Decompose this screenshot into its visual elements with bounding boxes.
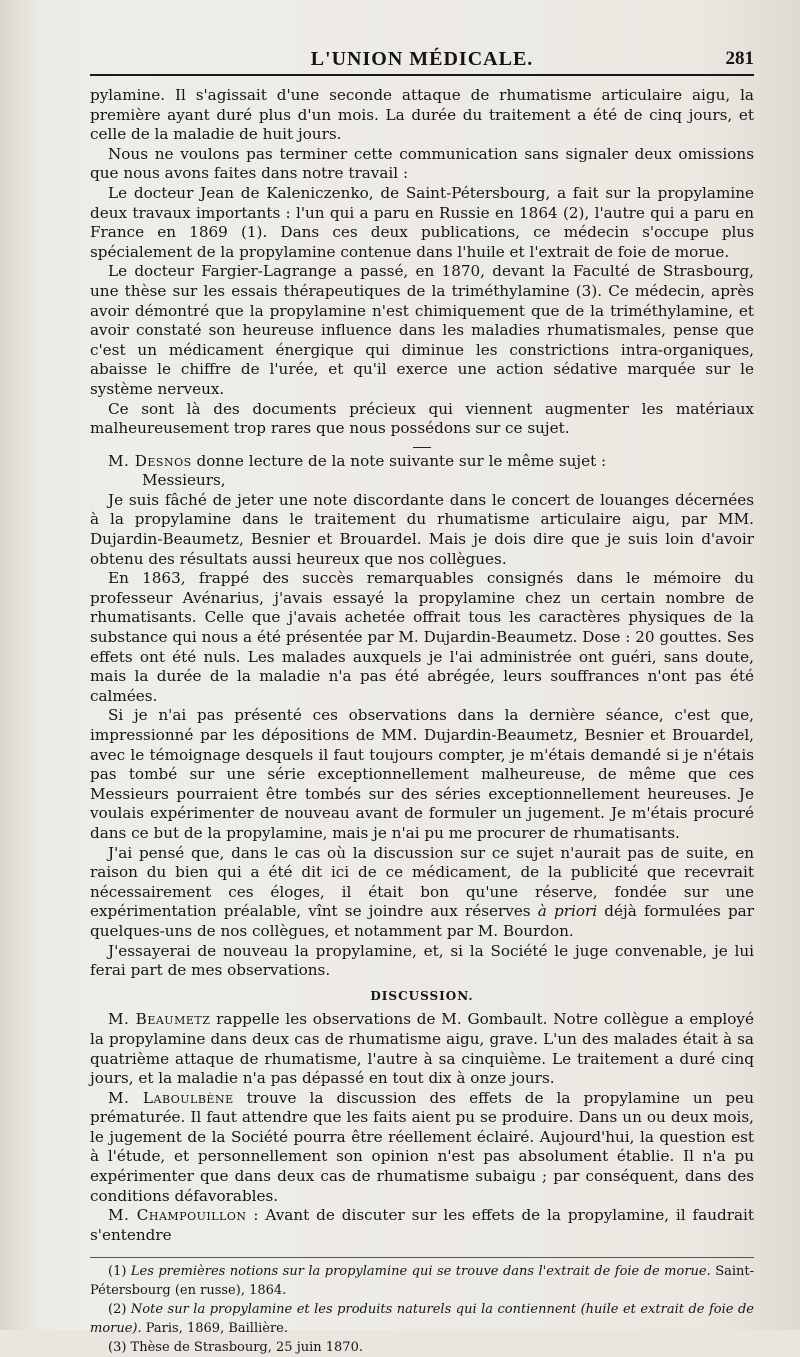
footnote-mark: (2) [108,1302,131,1318]
italic-phrase: à priori [537,902,598,921]
footnote [90,1300,754,1338]
salutation: Messieurs, [142,471,226,490]
paragraph: Le docteur Fargier-Lagrange a passé, en 1870, devant la Faculté de Strasbourg, une thèse sur les essais thérapeutiques de la triméthylamine (3). Ce médecin, après avoir démontré que la propylamine n'est chimiquement que de la triméthylamine, et avoir constaté son heureuse influence dans les maladies rhumatismales, pense que c'est un médicament énergique qui diminue les constrictions intra-organiques, abaisse le chiffre de l'urée, et qu'il exerce une action sédative marquée sur le système nerveux. [90,262,754,398]
desnos-intro [90,452,754,472]
footnote-mark: (3) [108,1340,131,1356]
footnote [90,1338,754,1357]
footnotes [90,1257,754,1357]
entry-text: rappelle les observations de M. Gombault. Notre collègue a employé la propylamine dans deux cas de rhumatisme aigu, grave. L'un des malades était à sa quatrième attaque de rhumatisme, l'autre à sa cinquième. Le traitement a duré cinq jours, et la maladie n'a pas dépassé en tout dix à onze jours. [90,1010,754,1088]
speaker-name: M. Desnos [108,451,192,470]
speaker-name: M. Champouillon [108,1206,247,1225]
intro-text: donne lecture de la note suivante sur le même sujet : [191,451,607,470]
entry-text: : Avant de discuter sur les effets de la propylamine, il faudrait s'entendre [90,1206,754,1244]
footnote [90,1262,754,1300]
footnote-title: Note sur la propylamine et les produits naturels qui la contiennent (huile et extrait de foie de morue). [90,1302,754,1337]
footnote-title: Les premières notions sur la propylamine qui se trouve dans l'extrait de foie de morue. [130,1264,711,1280]
discussion-entry [90,1010,754,1088]
footnote-rest: Thèse de Strasbourg, 25 juin 1870. [130,1340,363,1356]
header-rule [90,74,754,76]
paragraph: J'essayerai de nouveau la propylamine, et, si la Société le juge convenable, je lui ferai part de mes observations. [90,941,754,980]
article-body [90,86,754,1245]
speaker-name: M. Laboulbène [108,1088,234,1107]
journal-title: L'UNION MÉDICALE. [310,48,534,70]
paragraph: Si je n'ai pas présenté ces observations dans la dernière séance, c'est que, impressionné par les dépositions de MM. Dujardin-Beaumetz, Besnier et Brouardel, avec le témoignage desquels il faut toujours compter, je m'étais demandé si je n'étais pas tombé sur une série exceptionnellement malheureuse, de même que ces Messieurs pourraient être tombés sur des séries exceptionnellement heureuses. Je voulais expérimenter de nouveau avant de formuler un jugement. Je m'étais procuré dans ce but de la propylamine, mais je n'ai pu me procurer de rhumatisants. [90,706,754,842]
paragraph: pylamine. Il s'agissait d'une seconde attaque de rhumatisme articulaire aigu, la première ayant duré plus d'un mois. La durée du traitement a été de cinq jours, et celle de la maladie de huit jours. [90,86,754,144]
text-run: déjà formulées par quelques-uns de nos collègues, et notamment par M. Bourdon. [90,902,754,940]
paragraph: Nous ne voulons pas terminer cette communication sans signaler deux omissions que nous avons faites dans notre travail : [90,144,754,183]
paragraph [90,844,754,942]
paragraph: Je suis fâché de jeter une note discordante dans le concert de louanges décernées à la propylamine dans le traitement du rhumatisme articulaire aigu, par MM. Dujardin-Beaumetz, Besnier et Brouardel. Mais je dois dire que je suis loin d'avoir obtenu des résultats aussi heureux que nos collègues. [90,490,754,568]
discussion-heading: DISCUSSION. [370,988,474,1003]
footnote-rest: Saint-Pétersbourg (en russe), 1864. [90,1264,755,1299]
discussion-entry [90,1089,754,1207]
entry-text: trouve la discussion des effets de la propylamine un peu prématurée. Il faut attendre que les faits aient pu se produire. Dans un ou deux mois, le jugement de la Société pourra être réellement éclairé. Aujourd'hui, la question est à l'étude, et personnellement son opinion n'est pas absolument établie. Il n'a pu expérimenter que dans deux cas de rhumatisme subaigu ; par conséquent, dans des conditions défavorables. [90,1088,754,1205]
paragraph: Le docteur Jean de Kaleniczenko, de Saint-Pétersbourg, a fait sur la propylamine deux travaux importants : l'un qui a paru en Russie en 1864 (2), l'autre qui a paru en France en 1869 (1). Dans ces deux publications, ce médecin s'occupe plus spécialement de la propylamine contenue dans l'huile et l'extrait de foie de morue. [90,183,754,261]
text-run: J'ai pensé que, dans le cas où la discussion sur ce sujet n'aurait pas de suite, en raison du bien qui a été dit ici de ce médicament, de la publicité que recevrait nécessairement ces éloges, il était bon qu'une réserve, fondée sur une expérimentation préalable, vînt se joindre aux réserves [90,843,754,921]
paragraph: En 1863, frappé des succès remarquables consignés dans le mémoire du professeur Avénarius, j'avais essayé la propylamine chez un certain nombre de rhumatisants. Celle que j'avais achetée offrait tous les caractères physiques de la substance qui nous a été présentée par M. Dujardin-Beaumetz. Dose : 20 gouttes. Ses effets ont été nuls. Les malades auxquels je l'ai administrée ont guéri, sans doute, mais la durée de la maladie n'a pas été abrégée, leurs souffrances n'ont pas été calmées. [90,569,754,705]
speaker-name: M. Beaumetz [108,1010,211,1029]
footnote-rest: Paris, 1869, Baillière. [141,1321,289,1337]
footnote-mark: (1) [108,1264,131,1280]
section-dash [413,447,431,448]
discussion-entry [90,1206,754,1245]
paragraph: Ce sont là des documents précieux qui viennent augmenter les matériaux malheureusement trop rares que nous possédons sur ce sujet. [90,399,754,438]
page-number: 281 [725,48,754,69]
running-header [90,0,754,70]
